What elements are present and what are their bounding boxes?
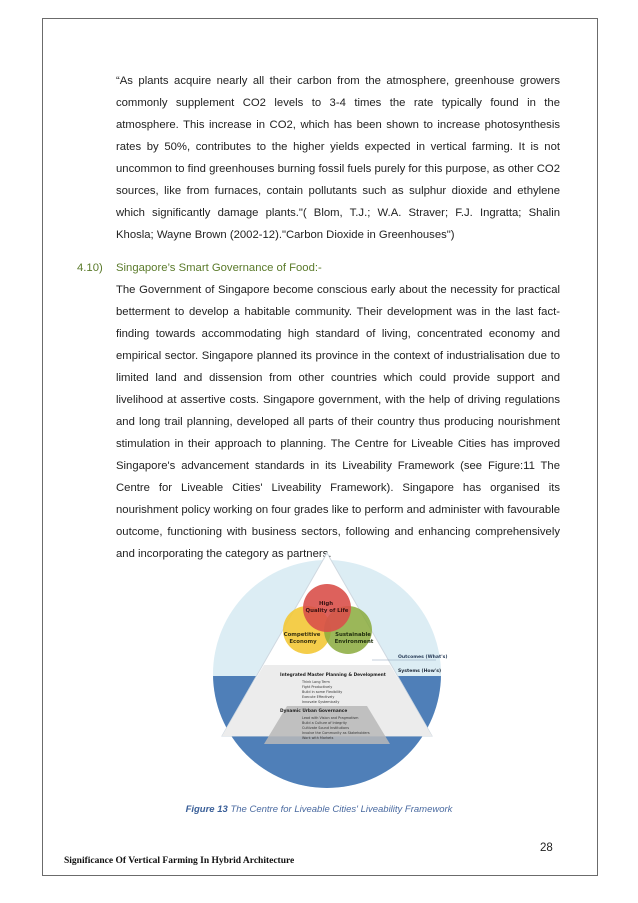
imp-item: Fight Productively: [302, 685, 333, 689]
svg-text:Competitive Economy: [284, 632, 323, 645]
svg-text:Sustainable Environment: [335, 632, 374, 645]
figure-caption: [0, 804, 638, 815]
dug-item: Build a Culture of Integrity: [302, 721, 347, 725]
dug-title: Dynamic Urban Governance: [280, 709, 348, 714]
dug-item: Cultivate Sound Institutions: [302, 726, 349, 730]
body-paragraph: The Government of Singapore become conscious early about the necessity for practical betterment to develop a habitable community. Their development was in the last fact-finding towards accommodating high standard of living, concentrated economy and empirical sector. Singapore planned its province in the context of industrialisation due to limited land and dissension from other countries which could provide support and livelihood at assertive costs. Singapore government, with the help of driving regulations and long trail planning, developed all parts of their country thus producing nourishment stimulation in their approach to planning. The Centre for Liveable Cities has improved Singapore's advancement standards in its Liveability Framework (see Figure:11 The Centre for Liveable Cities' Liveability Framework). Singapore has organised its nourishment policy working on four grades like to perform and administer with favourable outcome, functioning with business sectors, following and enhancing comprehensively and incorporating the category as partners.: [116, 284, 560, 560]
imp-item: Execute Effectively: [302, 695, 335, 699]
circle-label-left-2: Economy: [289, 639, 317, 645]
circle-label-top-2: Quality of Life: [305, 608, 349, 614]
page-number: 28: [540, 842, 553, 854]
section-heading: Singapore’s Smart Governance of Food:-: [116, 262, 322, 274]
dug-item: Involve the Community as Stakeholders: [302, 731, 370, 735]
imp-item: Think Long Term: [302, 680, 330, 684]
section-number: 4.10): [77, 262, 103, 274]
systems-label: Systems (How's): [398, 669, 442, 674]
figure-caption-text: The Centre for Liveable Cities' Liveability Framework: [230, 804, 453, 815]
outcomes-label: Outcomes (What's): [398, 655, 448, 660]
circle-label-right-1: Sustainable: [335, 632, 371, 638]
imp-item: Build in some Flexibility: [302, 690, 343, 694]
liveability-framework-figure: [212, 548, 448, 792]
dug-item: Lead with Vision and Pragmatism: [302, 716, 359, 720]
figure-caption-label: Figure 13: [185, 804, 228, 815]
dug-item: Work with Markets: [302, 736, 334, 740]
circle-label-left-1: Competitive: [283, 632, 321, 638]
circle-label-top-1: High: [319, 601, 334, 607]
circle-label-right-2: Environment: [334, 639, 374, 645]
imp-title: Integrated Master Planning & Development: [280, 673, 386, 678]
imp-item: Innovate Systemically: [302, 700, 340, 704]
page-footer: Significance Of Vertical Farming In Hybrid Architecture: [64, 856, 295, 866]
quote-paragraph: “As plants acquire nearly all their carbon from the atmosphere, greenhouse growers commonly supplement CO2 levels to 3-4 times the rate typically found in the atmosphere. This increase in CO2, which has been shown to increase photosynthesis rates by 50%, contributes to the higher yields expected in vertical farming. It is not uncommon to find greenhouses burning fossil fuels purely for this purpose, as other CO2 sources, like from furnaces, contain pollutants such as sulphur dioxide and ethylene which significantly damage plants."( Blom, T.J.; W.A. Straver; F.J. Ingratta; Shalin Khosla; Wayne Brown (2002-12)."Carbon Dioxide in Greenhouses"): [116, 75, 560, 241]
